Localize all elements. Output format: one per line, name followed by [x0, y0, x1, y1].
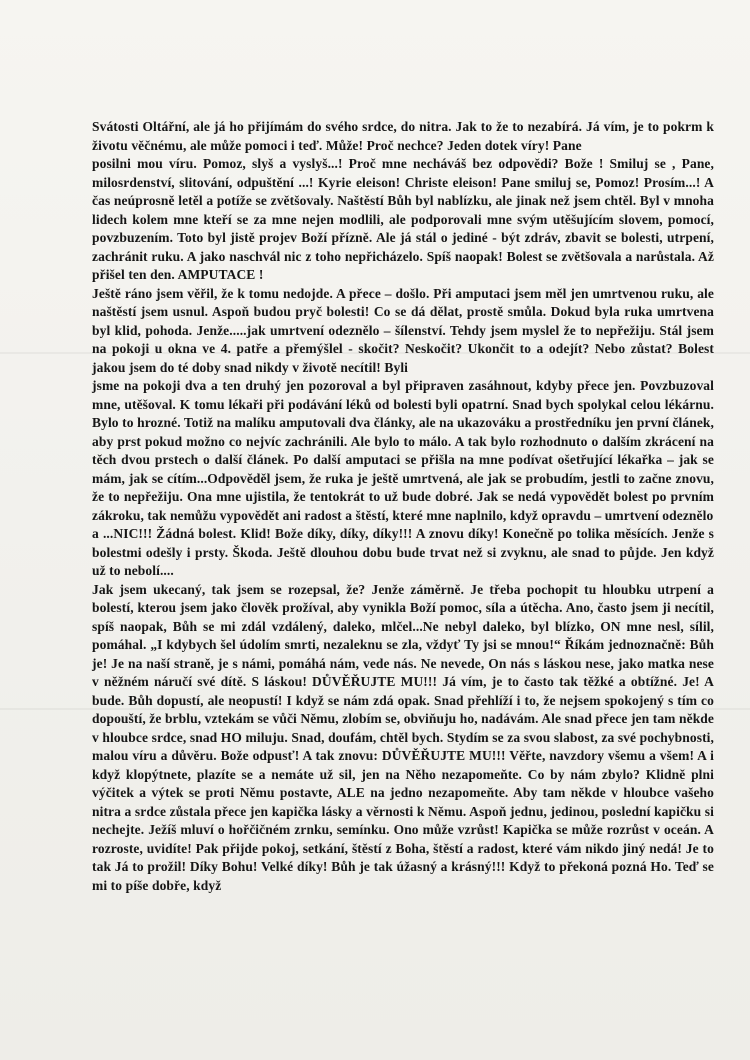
- paragraph-4: jsme na pokoji dva a ten druhý jen pozoroval a byl připraven zasáhnout, kdyby přece jen. Povzbuzoval mne, utěšoval. K tomu lékaři při podávání léků od bolesti byli opatrní. Snad bych spolykal celou lékárnu. Bylo to hrozné. Totiž na malíku amputovali dva články, ale na ukazováku a prostředníku jen první článek, aby prst pokud možno co nejvíc zachránili. Ale bylo to málo. A tak bylo rozhodnuto o dalším zkrácení na těch dvou prstech o další článek. Po další amputaci se přišla na mne podívat ošetřující lékařka – jak se mám, jak se cítím...Odpověděl jsem, že ruka je ještě umrtvená, ale jak se probudím, jestli to začne znovu, že to nepřežiju. Ona mne ujistila, že tentokrát to už bude dobré. Jak se nedá vypovědět bolest po prvním zákroku, tak nemůžu vypovědět ani radost a štěstí, které mne naplnilo, když opravdu – umrtvení odeznělo: [92, 378, 714, 523]
- paragraph-1: Svátosti Oltářní, ale já ho přijímám do svého srdce, do nitra. Jak to že to nezabírá. Já vím, je to pokrm k životu věčnému, ale může pomoci i teď. Může! Proč nechce? Jeden dotek víry! Pane: [92, 119, 714, 153]
- paragraph-5: a ...NIC!!! Žádná bolest. Klid! Bože díky, díky, díky!!! A znovu díky! Konečně po tolika měsících. Jenže s bolestmi odešly i prsty. Škoda. Ještě dlouhou dobu bude trvat než si zvyknu, ale snad to půjde. Jen když už to nebolí....: [92, 526, 714, 578]
- paragraph-3: Ještě ráno jsem věřil, že k tomu nedojde. A přece – došlo. Při amputaci jsem měl jen umrtvenou ruku, ale naštěstí jsem usnul. Aspoň budou pryč bolesti! Co se dá dělat, prostě smůla. Dokud byla ruka umrtvena byl klid, pohoda. Jenže.....jak umrtvení odeznělo – šílenství. Tehdy jsem myslel že to nepřežiju. Stál jsem na pokoji u okna ve 4. patře a přemýšlel - skočit? Neskočit? Ukončit to a odejít? Nebo zůstat? Bolest jakou jsem do té doby snad nikdy v životě necítil! Byli: [92, 285, 714, 375]
- paragraph-6: Jak jsem ukecaný, tak jsem se rozepsal, že? Jenže záměrně. Je třeba pochopit tu hloubku utrpení a bolestí, kterou jsem jako člověk prožíval, aby vynikla Boží pomoc, síla a útěcha. Ano, často jsem ji necítil, spíš naopak, Bůh se mi zdál vzdálený, daleko, mlčel...Ne nebyl daleko, byl blízko, ON mne nesl, sílil, pomáhal. „I kdybych šel údolím smrti, nezaleknu se zla, vždyť Ty jsi se mnou!“ Říkám jednoznačně: Bůh je! Je na naší straně, je s námi, pomáhá nám, vede nás. Ne nevede, On nás s láskou nese, jako matka nese v něžném náručí své dítě. S láskou! DŮVĚŘUJTE MU!!! Já vím, je to často tak těžké a obtížné. Je! A bude. Bůh dopustí, ale neopustí! I když se nám zdá opak. Snad přehlíží i to, že nejsem spokojený s tím co dopouští, že brblu, vztekám se vůči Němu, zlobím se, obviňuju ho, nadávám. Ale snad přece jen tam někde v hloubce srdce, snad HO miluju. Snad, doufám, chtěl bych. Stydím se za svou slabost, za své pochybnosti, malou víru a důvěru. Bože odpusť! A tak znovu: DŮVĚŘUJTE MU!!! Věřte, navzdory všemu a všem! A i když klopýtnete, plazíte se a nemáte už sil, jen na Něho nezapomeňte. Co by nám zbylo? Klidně plni výčitek a výtek se proti Němu postavte, ALE na jedno nezapomeňte. Aby tam někde v hloubce vašeho nitra a srdce zůstala přece jen kapička lásky a věrnosti k Němu. Aspoň jednu, jedinou, poslední kapičku si nechejte. Ježíš mluví o hořčičném zrnku, semínku. Ono může vzrůst! Kapička se může rozrůst v oceán. A rozroste, uvidíte! Pak přijde pokoj, setkání, štěstí z Boha, štěstí a radost, které vám nikdo jiný nedá! Je to tak Já to prožil! Díky Bohu! Velké díky! Bůh je tak úžasný a krásný!!! Když to překoná pozná Ho. Teď se mi to píše dobře, když: [92, 581, 714, 893]
- paragraph-2: posilni mou víru. Pomoz, slyš a vyslyš...! Proč mne necháváš bez odpovědi? Bože ! Smiluj se , Pane, milosrdenství, slitování, odpuštění ...! Kyrie eleison! Christe eleison! Pane smiluj se, Pomoz! Prosím...! A čas neúprosně letěl a potíže se zvětšovaly. Naštěstí Bůh byl nablízku, ale jinak než jsem chtěl. Byl v mnoha lidech kolem mne kteří se za mne nejen modlili, ale podporovali mne svým utěšujícím slovem, pomocí, povzbuzením. Toto byl jistě projev Boží přízně. Ale já stál o jediné - být zdráv, zbavit se bolesti, utrpení, zachránit ruku. A jako naschvál nic z toho nepřicházelo. Spíš naopak! Bolest se zvětšovala a narůstala. Až přišel ten den. AMPUTACE !: [92, 156, 714, 282]
- document-body: [92, 118, 714, 895]
